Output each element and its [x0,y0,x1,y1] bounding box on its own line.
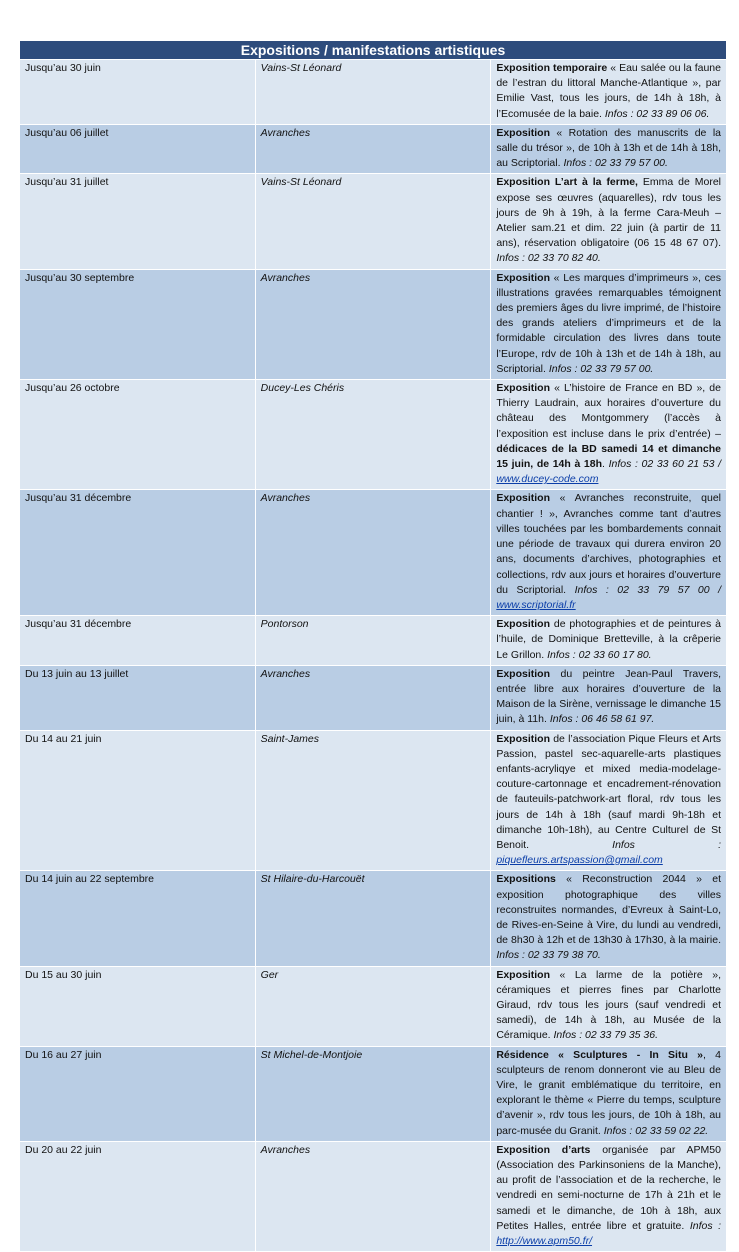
table-row [20,490,727,616]
event-info: Infos : 02 33 60 21 53 / [608,458,721,471]
table-title: Expositions / manifestations artistiques [20,41,727,60]
event-text: « Eau salée ou la faune de l’estran du littoral Manche-Atlantique », par Emilie Vast, tous les jours, de 14h à 18h, à l’Ecomusée de la baie. [496,62,721,120]
event-text: de photographies et de peintures à l’huile, de Dominique Bretteville, à la crêperie Le Grillon. [496,618,721,661]
table-row [20,871,727,966]
table-row [20,269,727,379]
event-heading: Exposition [496,126,550,139]
event-location: Avranches [255,269,491,379]
event-heading: Exposition L’art à la ferme, [496,176,638,189]
event-text: « L’histoire de France en BD », de Thierry Laudrain, aux horaires d’ouverture du château des Montgommery (l’accès à l’exposition est incluse dans le prix d’entrée) – [496,382,721,440]
event-description [491,174,727,269]
event-description [491,871,727,966]
event-text: « Reconstruction 2044 » et exposition photographique des villes reconstruites normandes, d’Evreux à Saint-Lo, de Rives-en-Seine à Vire, du lundi au vendredi, de 8h30 à 12h et de 13h30 à 17h30, à la mairie. [496,873,721,947]
table-row [20,665,727,730]
exhibitions-table [19,40,727,1252]
event-text: organisée par APM50 (Association des Parkinsoniens de la Manche), au profit de l’association et de la recherche, le vendredi en semi-nocturne de 17h à 21h et le samedi et le dimanche, de 10h à 18h, aux Petites Halles, entrée libre et gratuite. [496,1143,721,1232]
event-date: Du 16 au 27 juin [20,1046,256,1141]
event-location: St Hilaire-du-Harcouët [255,871,491,966]
event-text: « Les marques d’imprimeurs », ces illustrations gravées remarquables témoignent des premiers âges du livre imprimé, de l’histoire des grands ateliers d’imprimeurs et de la formidable circulation des livres dans toute l’Europe, rdv de 10h à 13h et de 14h à 18h, au Scriptorial. [496,271,721,375]
event-info: Infos : 02 33 89 06 06. [604,107,710,120]
table-row [20,1046,727,1141]
event-text: Emma de Morel expose ses œuvres (aquarelles), rdv tous les jours de 9h à 19h, à la ferme Cara-Meuh – Atelier sam.21 et dim. 22 juin (à partir de 11 ans), réservation obligatoire (06 15 48 67 07). [496,176,722,250]
table-body [20,60,727,1252]
event-text: « Avranches reconstruite, quel chantier ! », Avranches comme tant d’autres villes touchées par les bombardements connait une période de travaux qui durera environ 20 ans, documents d’archives, photographies et collections, rdv aux jours et horaires d’ouverture du Scriptorial. [496,492,721,596]
event-description [491,1046,727,1141]
table-row [20,966,727,1046]
event-text: . [602,458,609,471]
event-description [491,380,727,490]
event-link[interactable]: www.ducey-code.com [496,473,599,486]
event-info: Infos : 02 33 79 57 00 / [574,583,721,596]
event-location: St Michel-de-Montjoie [255,1046,491,1141]
event-text: de l’association Pique Fleurs et Arts Passion, pastel sec-aquarelle-arts plastiques enfants-acryliqye et mixed media-modelage-couture-cartonnage et encadrement-rénovation de fauteuils-patchwork-art floral, rdv tous les jours de 14h à 18h (sauf mardi 9h-18h et dimanche 10h-18h), au Centre Culturel de St Benoit. [496,732,721,851]
event-description [491,616,727,666]
event-location: Ger [255,966,491,1046]
event-text: « La larme de la potière », céramiques et pierres fines par Charlotte Giraud, rdv tous les jours (sauf vendredi et samedi), de 14h à 18h, au Musée de la Céramique. [496,968,721,1042]
event-description [491,730,727,871]
event-heading: Exposition [496,968,550,981]
event-heading: Exposition [496,667,550,680]
event-date: Du 14 au 21 juin [20,730,256,871]
event-date: Du 13 juin au 13 juillet [20,665,256,730]
event-date: Du 15 au 30 juin [20,966,256,1046]
event-description [491,966,727,1046]
event-info: Infos : 02 33 79 57 00. [548,362,654,375]
event-info: Infos : 02 33 79 38 70. [496,949,601,962]
event-heading: Exposition temporaire [496,62,608,74]
event-description [491,124,727,174]
event-date: Jusqu’au 31 décembre [20,490,256,616]
event-heading: Exposition [496,732,550,745]
event-info: Infos : [612,838,721,851]
event-info: Infos : 02 33 60 17 80. [547,648,652,661]
table-row [20,1141,727,1251]
table-row [20,616,727,666]
event-location: Avranches [255,124,491,174]
event-location: Avranches [255,490,491,616]
event-heading: Exposition [496,492,550,505]
event-date: Jusqu’au 30 juin [20,60,256,125]
event-info: Infos : 02 33 79 35 36. [553,1029,659,1042]
event-heading: Exposition d’arts [496,1143,591,1156]
table-row [20,174,727,269]
event-description [491,60,727,125]
event-location: Ducey-Les Chéris [255,380,491,490]
event-date: Jusqu’au 30 septembre [20,269,256,379]
table-row [20,730,727,871]
event-description [491,1141,727,1251]
event-text: du peintre Jean-Paul Travers, entrée libre aux horaires d’ouverture de la Maison de la Sirène, vernissage le dimanche 15 juin, à 11h. [496,667,721,726]
event-date: Jusqu’au 06 juillet [20,124,256,174]
event-info: Infos : 06 46 58 61 97. [549,713,655,726]
table-row [20,380,727,490]
event-heading: dédicaces de la BD samedi 14 et dimanche 15 juin, de 14h à 18h [496,442,721,471]
event-heading: Exposition [496,271,550,284]
table-row [20,124,727,174]
event-description [491,490,727,616]
event-location: Vains-St Léonard [255,174,491,269]
event-info: Infos : [689,1219,721,1232]
event-link[interactable]: www.scriptorial.fr [496,598,576,611]
event-date: Du 20 au 22 juin [20,1141,256,1251]
event-info: Infos : 02 33 59 02 22. [603,1124,709,1137]
event-text: « Rotation des manuscrits de la salle du trésor », de 10h à 13h et de 14h à 18h, au Scriptorial. [496,126,721,170]
event-description [491,269,727,379]
event-location: Avranches [255,1141,491,1251]
event-link[interactable]: piquefleurs.artspassion@gmail.com [496,854,663,867]
event-heading: Expositions [496,873,556,886]
event-location: Vains-St Léonard [255,60,491,125]
event-info: Infos : 02 33 70 82 40. [496,252,601,265]
event-text: , 4 sculpteurs de renom donneront vie au Bleu de Vire, le granit emblématique du territoire, en explorant le thème « Pierre du temps, sculpture d’avenir », rdv tous les jours, de 10h à 18h, au parc-musée du Granit. [496,1048,721,1137]
event-heading: Résidence « Sculptures - In Situ » [496,1048,703,1061]
event-location: Avranches [255,665,491,730]
event-location: Saint-James [255,730,491,871]
event-date: Du 14 juin au 22 septembre [20,871,256,966]
event-location: Pontorson [255,616,491,666]
event-description [491,665,727,730]
event-date: Jusqu’au 31 décembre [20,616,256,666]
event-heading: Exposition [496,382,550,395]
table-row [20,60,727,125]
event-link[interactable]: http://www.apm50.fr/ [496,1235,593,1248]
event-info: Infos : 02 33 79 57 00. [563,157,668,170]
event-heading: Exposition [496,618,550,631]
event-date: Jusqu’au 26 octobre [20,380,256,490]
exhibitions-table-wrapper [19,40,727,1252]
event-date: Jusqu’au 31 juillet [20,174,256,269]
